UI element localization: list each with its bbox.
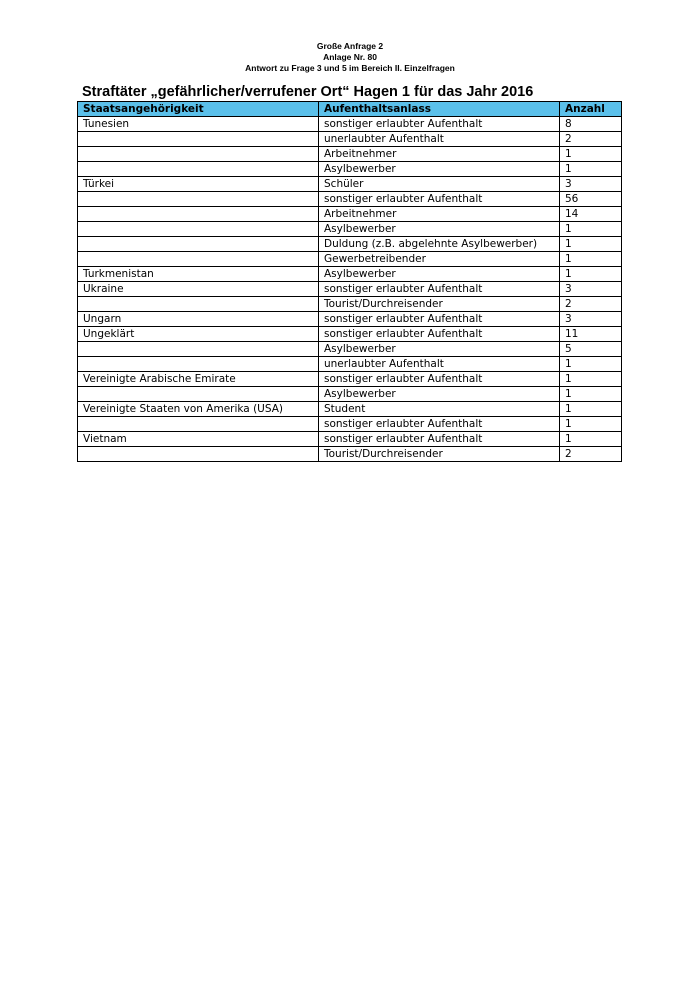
cell-count: 1: [560, 147, 622, 162]
table-row: [78, 222, 622, 237]
table-row: [78, 357, 622, 372]
table-row: [78, 177, 622, 192]
cell-nationality: [78, 222, 319, 237]
cell-nationality: [78, 237, 319, 252]
cell-reason: sonstiger erlaubter Aufenthalt: [319, 432, 560, 447]
cell-nationality: [78, 357, 319, 372]
header-line-answer: Antwort zu Frage 3 und 5 im Bereich II. Einzelfragen: [245, 63, 455, 73]
cell-nationality: [78, 192, 319, 207]
cell-count: 1: [560, 252, 622, 267]
cell-count: 1: [560, 222, 622, 237]
table-header-row: [78, 102, 622, 117]
cell-nationality: Tunesien: [78, 117, 319, 132]
page-title: Straftäter „gefährlicher/verrufener Ort“ Hagen 1 für das Jahr 2016: [82, 84, 534, 100]
cell-reason: Asylbewerber: [319, 387, 560, 402]
column-header-reason: Aufenthaltsanlass: [319, 102, 560, 117]
cell-count: 56: [560, 192, 622, 207]
cell-nationality: Ungeklärt: [78, 327, 319, 342]
table-row: [78, 282, 622, 297]
cell-nationality: [78, 207, 319, 222]
cell-reason: Asylbewerber: [319, 222, 560, 237]
cell-nationality: Vereinigte Arabische Emirate: [78, 372, 319, 387]
table-row: [78, 312, 622, 327]
cell-reason: Tourist/Durchreisender: [319, 447, 560, 462]
cell-reason: Tourist/Durchreisender: [319, 297, 560, 312]
cell-count: 8: [560, 117, 622, 132]
cell-nationality: [78, 417, 319, 432]
cell-nationality: Ungarn: [78, 312, 319, 327]
cell-nationality: [78, 387, 319, 402]
cell-nationality: Ukraine: [78, 282, 319, 297]
cell-count: 1: [560, 432, 622, 447]
cell-count: 3: [560, 282, 622, 297]
cell-count: 1: [560, 402, 622, 417]
table-row: [78, 147, 622, 162]
cell-nationality: [78, 162, 319, 177]
cell-nationality: [78, 147, 319, 162]
header-line-annex: Anlage Nr. 80: [323, 52, 377, 62]
column-header-nationality: Staatsangehörigkeit: [78, 102, 319, 117]
cell-count: 1: [560, 162, 622, 177]
cell-count: 2: [560, 297, 622, 312]
table-row: [78, 432, 622, 447]
table-row: [78, 162, 622, 177]
column-header-count: Anzahl: [560, 102, 622, 117]
table-row: [78, 297, 622, 312]
cell-reason: sonstiger erlaubter Aufenthalt: [319, 312, 560, 327]
cell-reason: Asylbewerber: [319, 342, 560, 357]
cell-reason: Asylbewerber: [319, 267, 560, 282]
table-row: [78, 387, 622, 402]
cell-reason: sonstiger erlaubter Aufenthalt: [319, 327, 560, 342]
table-row: [78, 402, 622, 417]
cell-reason: Schüler: [319, 177, 560, 192]
cell-nationality: Vereinigte Staaten von Amerika (USA): [78, 402, 319, 417]
table-row: [78, 207, 622, 222]
cell-count: 1: [560, 417, 622, 432]
table-row: [78, 447, 622, 462]
table-row: [78, 192, 622, 207]
cell-count: 1: [560, 357, 622, 372]
cell-reason: unerlaubter Aufenthalt: [319, 357, 560, 372]
header-line-inquiry: Große Anfrage 2: [316, 41, 384, 51]
offender-table: [77, 101, 622, 462]
table-row: [78, 237, 622, 252]
table-row: [78, 132, 622, 147]
cell-nationality: Vietnam: [78, 432, 319, 447]
cell-reason: Gewerbetreibender: [319, 252, 560, 267]
cell-count: 1: [560, 387, 622, 402]
cell-nationality: [78, 342, 319, 357]
cell-reason: Student: [319, 402, 560, 417]
cell-nationality: [78, 447, 319, 462]
cell-count: 11: [560, 327, 622, 342]
table-row: [78, 117, 622, 132]
cell-count: 1: [560, 237, 622, 252]
cell-nationality: [78, 297, 319, 312]
cell-count: 2: [560, 447, 622, 462]
cell-count: 1: [560, 267, 622, 282]
table-row: [78, 417, 622, 432]
table-body: [78, 117, 622, 462]
cell-nationality: [78, 252, 319, 267]
cell-nationality: Turkmenistan: [78, 267, 319, 282]
table-row: [78, 267, 622, 282]
cell-reason: sonstiger erlaubter Aufenthalt: [319, 117, 560, 132]
cell-reason: sonstiger erlaubter Aufenthalt: [319, 192, 560, 207]
cell-count: 3: [560, 312, 622, 327]
cell-count: 3: [560, 177, 622, 192]
cell-nationality: Türkei: [78, 177, 319, 192]
cell-reason: Arbeitnehmer: [319, 147, 560, 162]
cell-reason: Arbeitnehmer: [319, 207, 560, 222]
cell-count: 14: [560, 207, 622, 222]
table-row: [78, 327, 622, 342]
cell-nationality: [78, 132, 319, 147]
cell-count: 5: [560, 342, 622, 357]
cell-reason: sonstiger erlaubter Aufenthalt: [319, 372, 560, 387]
cell-reason: Duldung (z.B. abgelehnte Asylbewerber): [319, 237, 560, 252]
cell-count: 1: [560, 372, 622, 387]
cell-reason: sonstiger erlaubter Aufenthalt: [319, 417, 560, 432]
cell-reason: Asylbewerber: [319, 162, 560, 177]
table-row: [78, 342, 622, 357]
cell-reason: unerlaubter Aufenthalt: [319, 132, 560, 147]
cell-reason: sonstiger erlaubter Aufenthalt: [319, 282, 560, 297]
table-row: [78, 372, 622, 387]
table-row: [78, 252, 622, 267]
document-header: [0, 41, 700, 74]
cell-count: 2: [560, 132, 622, 147]
